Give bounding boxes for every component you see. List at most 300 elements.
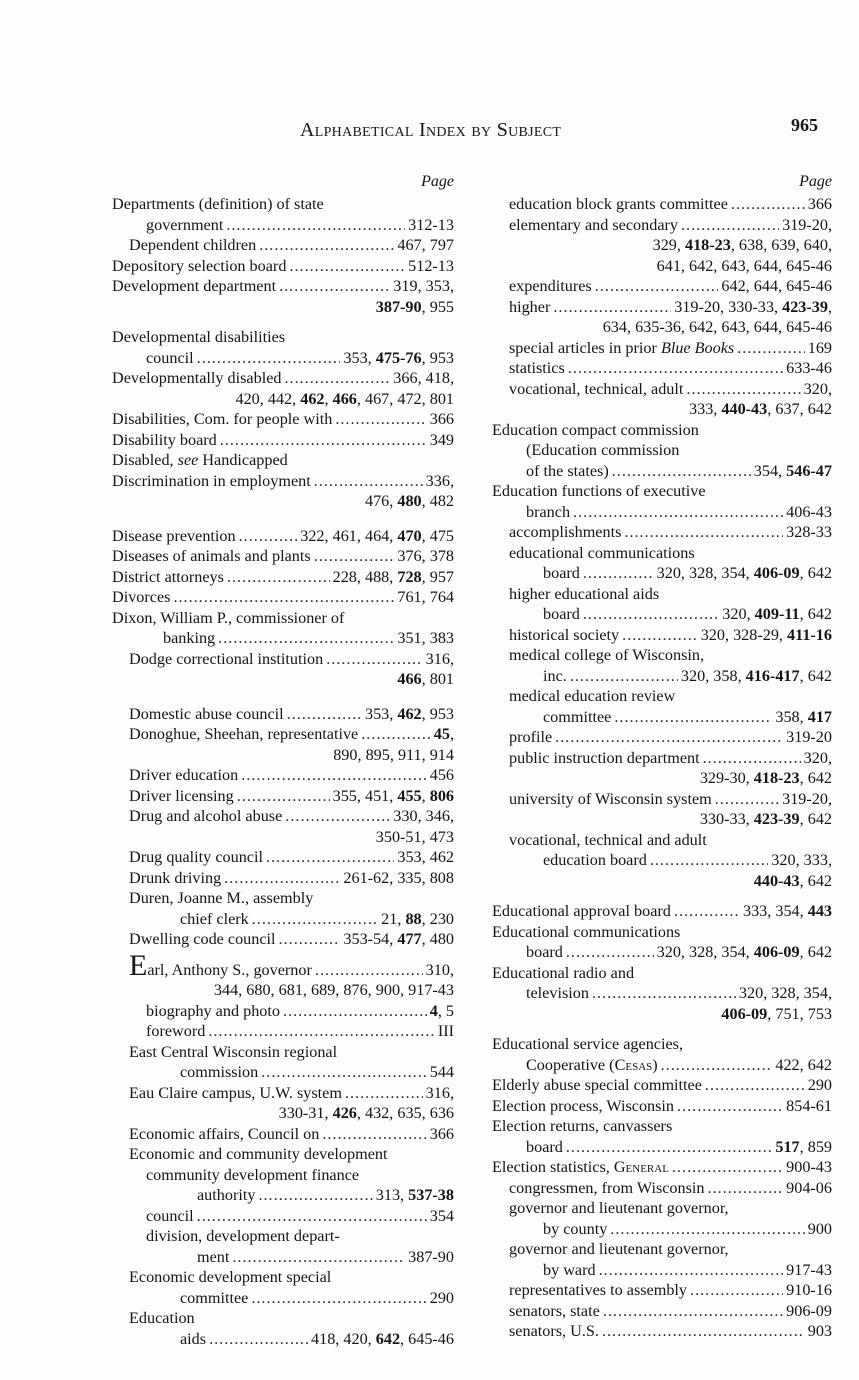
entry-term: Educational approval board — [492, 902, 671, 920]
leader-dots — [314, 546, 395, 567]
entry-term: Economic affairs, Council on — [129, 1124, 320, 1143]
index-entry — [492, 1157, 832, 1178]
entry-line — [112, 567, 454, 588]
entry-line — [492, 1075, 832, 1096]
index-entry — [492, 543, 832, 584]
entry-pages: 512-13 — [408, 256, 454, 275]
entry-text: (Education commission — [526, 441, 680, 459]
entry-pages: 456 — [429, 766, 454, 784]
entry-term: Cooperative (Cesas) — [526, 1055, 658, 1074]
entry-text: medical education review — [509, 687, 676, 705]
index-entry — [112, 450, 454, 471]
entry-term: Driver education — [129, 766, 239, 784]
entry-pages: 355, 451, 455, 806 — [332, 786, 454, 805]
entry-text: Education — [129, 1309, 195, 1327]
entry-line — [492, 276, 832, 297]
entry-pages: 903 — [807, 1322, 832, 1340]
entry-term: aids — [180, 1329, 207, 1348]
index-entry — [112, 868, 454, 889]
index-entry — [112, 471, 454, 512]
entry-term: senators, state — [509, 1301, 600, 1320]
entry-pages-continued: 420, 442, 462, 466, 467, 472, 801 — [235, 389, 454, 408]
entry-term: board — [526, 1137, 563, 1156]
entry-pages: 353, 462 — [397, 848, 454, 866]
index-entry — [492, 789, 832, 830]
leader-dots — [284, 368, 390, 389]
entry-pages: 320, 409-11, 642 — [722, 605, 832, 623]
entry-pages: 336, — [425, 471, 454, 490]
entry-pages-continued: 890, 895, 911, 914 — [333, 745, 454, 764]
entry-text: Election returns, canvassers — [492, 1117, 673, 1135]
drop-letter: E — [129, 948, 148, 982]
leader-dots — [266, 847, 394, 868]
leader-dots — [610, 1219, 804, 1240]
entry-line — [112, 948, 454, 982]
entry-pages: 261-62, 335, 808 — [343, 868, 454, 887]
leader-dots — [622, 625, 698, 646]
entry-term: Disability board — [112, 430, 217, 449]
entry-term: foreword — [146, 1022, 206, 1040]
entry-line — [112, 1083, 454, 1104]
entry-line — [492, 379, 832, 400]
entry-text: Economic development special — [129, 1268, 332, 1286]
entry-term: of the states) — [526, 461, 609, 480]
entry-line — [492, 502, 832, 523]
entry-line — [112, 1329, 454, 1350]
entry-line — [112, 215, 454, 236]
entry-line — [112, 704, 454, 725]
entry-term: expenditures — [509, 277, 592, 295]
entry-pages: 320, 328-29, 411-16 — [700, 625, 832, 644]
entry-pages-continued: 641, 642, 643, 644, 645-46 — [656, 256, 832, 275]
entry-pages: 904-06 — [786, 1178, 832, 1197]
index-entry — [112, 1083, 454, 1124]
index-entry — [112, 786, 454, 807]
entry-text: Departments (definition) of state — [112, 195, 324, 213]
index-entry — [492, 830, 832, 892]
entry-term: Dependent children — [129, 236, 257, 254]
entry-pages: 544 — [429, 1063, 454, 1081]
entry-line — [112, 724, 454, 745]
index-entry — [492, 297, 832, 338]
entry-line — [492, 563, 832, 584]
index-entry — [112, 1021, 454, 1042]
leader-dots — [731, 194, 805, 215]
entry-pages: 4, 5 — [429, 1001, 454, 1020]
entry-term: university of Wisconsin system — [509, 789, 712, 808]
entry-line — [492, 748, 832, 769]
entry-line — [112, 929, 454, 950]
leader-dots — [715, 789, 779, 810]
index-entry — [492, 1075, 832, 1096]
entry-term: public instruction department — [509, 748, 700, 767]
leader-dots — [592, 983, 736, 1004]
entry-line — [492, 215, 832, 236]
page-title: Alphabetical Index by Subject — [300, 119, 562, 141]
leader-dots — [209, 1329, 308, 1350]
leader-dots — [583, 604, 719, 625]
entry-line — [112, 786, 454, 807]
index-entry — [112, 1165, 454, 1206]
entry-line — [112, 1206, 454, 1227]
entry-line — [492, 604, 832, 625]
entry-term: Development department — [112, 277, 277, 295]
entry-pages: 422, 642 — [775, 1055, 832, 1074]
entry-line — [112, 256, 454, 277]
leader-dots — [614, 707, 772, 728]
index-entry — [112, 1226, 454, 1267]
entry-pages: 333, 354, 443 — [742, 902, 832, 920]
page-column-label: Page — [421, 173, 454, 190]
leader-dots — [197, 1206, 427, 1227]
index-entry — [492, 1301, 832, 1322]
entry-line — [492, 358, 832, 379]
entry-line — [492, 727, 832, 748]
leader-dots — [686, 379, 800, 400]
leader-dots — [566, 942, 654, 963]
entry-pages: 319-20, — [782, 789, 832, 808]
leader-dots — [237, 786, 330, 807]
entry-pages: 761, 764 — [397, 588, 454, 606]
entry-line — [492, 707, 832, 728]
leader-dots — [345, 1083, 423, 1104]
entry-pages: 312-13 — [408, 215, 454, 234]
entry-line — [492, 522, 832, 543]
entry-line — [112, 1062, 454, 1083]
index-entry — [112, 765, 454, 786]
entry-line — [112, 409, 454, 430]
index-entry — [112, 806, 454, 847]
entry-pages: 353-54, 477, 480 — [343, 930, 454, 948]
entry-term: Disease prevention — [112, 526, 236, 545]
entry-line — [492, 1137, 832, 1158]
entry-term: Donoghue, Sheehan, representative — [129, 725, 359, 743]
entry-pages: 854-61 — [786, 1096, 832, 1115]
entry-line — [492, 1055, 832, 1076]
index-entry — [112, 430, 454, 451]
entry-term: Dwelling code council — [129, 930, 276, 948]
index-entry — [492, 727, 832, 748]
index-entry — [112, 929, 454, 950]
leader-dots — [279, 929, 341, 950]
index-column-left — [112, 170, 454, 1349]
entry-line — [492, 666, 832, 687]
index-entry — [112, 235, 454, 256]
index-entry — [112, 888, 454, 929]
index-entry — [492, 379, 832, 420]
index-entry — [492, 1239, 832, 1280]
leader-dots — [568, 358, 783, 379]
entry-pages: 418, 420, 642, 645-46 — [311, 1329, 454, 1348]
entry-line — [112, 806, 454, 827]
entry-term: historical society — [509, 625, 620, 644]
leader-dots — [708, 1178, 784, 1199]
entry-line — [112, 847, 454, 868]
entry-term: Drug and alcohol abuse — [129, 807, 283, 825]
entry-pages-continued: 344, 680, 681, 689, 876, 900, 917-43 — [213, 981, 454, 999]
entry-line — [112, 276, 454, 297]
entry-pages: 320, 358, 416-417, 642 — [680, 666, 832, 685]
entry-pages: 330, 346, — [393, 807, 454, 825]
leader-dots — [232, 1247, 405, 1268]
entry-term: Discrimination in employment — [112, 471, 311, 490]
leader-dots — [677, 1096, 783, 1117]
leader-dots — [573, 502, 783, 523]
index-entry — [112, 327, 454, 368]
entry-term: board — [543, 605, 580, 623]
entry-term: statistics — [509, 359, 565, 377]
entry-pages: 320, — [803, 379, 832, 398]
entry-term: vocational, technical, adult — [509, 379, 684, 398]
entry-line — [112, 546, 454, 567]
entry-pages: 910-16 — [786, 1281, 832, 1299]
leader-dots — [737, 338, 805, 359]
index-entry — [112, 567, 454, 588]
index-entry — [112, 1267, 454, 1308]
entry-term: committee — [180, 1288, 249, 1307]
entry-term: television — [526, 984, 589, 1002]
entry-term: Election statistics, General — [492, 1158, 669, 1176]
index-entry — [492, 1280, 832, 1301]
entry-text: Educational service agencies, — [492, 1035, 684, 1053]
index-entry — [112, 704, 454, 725]
entry-line — [112, 765, 454, 786]
leader-dots — [570, 666, 678, 687]
entry-line — [492, 1219, 832, 1240]
index-entry — [492, 1321, 832, 1342]
index-entry — [492, 194, 832, 215]
index-entry — [492, 481, 832, 522]
index-entry — [112, 1042, 454, 1083]
leader-dots — [173, 587, 394, 608]
entry-line — [112, 1001, 454, 1022]
leader-dots — [283, 1001, 427, 1022]
entry-line — [492, 983, 832, 1004]
entry-pages: III — [437, 1022, 454, 1040]
entry-line — [112, 348, 454, 369]
entry-pages: 376, 378 — [397, 547, 454, 565]
entry-term: branch — [526, 502, 571, 521]
index-entry — [112, 1144, 454, 1165]
entry-line — [112, 587, 454, 608]
entry-term: accomplishments — [509, 523, 622, 541]
entry-term: elementary and secondary — [509, 215, 678, 234]
entry-pages-continued: 330-31, 426, 432, 635, 636 — [278, 1104, 454, 1122]
index-entry — [112, 1308, 454, 1349]
entry-pages: 320, 328, 354, 406-09, 642 — [656, 943, 832, 961]
entry-pages: 290 — [807, 1076, 832, 1094]
leader-dots — [603, 1301, 783, 1322]
leader-dots — [252, 909, 378, 930]
index-entry — [112, 608, 454, 649]
index-entry — [112, 649, 454, 690]
entry-line — [112, 235, 454, 256]
leader-dots — [326, 649, 422, 670]
entry-text: educational communications — [509, 543, 695, 562]
entry-pages: 316, — [425, 649, 454, 668]
leader-dots — [258, 1185, 372, 1206]
entry-text: medical college of Wisconsin, — [509, 646, 705, 664]
entry-text: division, development depart- — [146, 1227, 340, 1245]
leader-dots — [672, 1157, 783, 1178]
entry-line — [112, 868, 454, 889]
entry-text: Education functions of executive — [492, 482, 706, 500]
entry-term: Domestic abuse council — [129, 704, 284, 723]
index-entry — [492, 276, 832, 297]
entry-term: Eau Claire campus, U.W. system — [129, 1083, 342, 1102]
entry-pages: 517, 859 — [775, 1137, 832, 1156]
entry-pages: 169 — [807, 338, 832, 357]
entry-pages: 319-20, 330-33, 423-39, — [674, 297, 832, 316]
entry-pages: 316, — [425, 1083, 454, 1102]
entry-term: higher — [509, 297, 551, 316]
entry-pages: 366 — [429, 1124, 454, 1143]
leader-dots — [279, 276, 390, 297]
entry-term: commission — [180, 1063, 259, 1081]
entry-line — [492, 297, 832, 318]
entry-line — [492, 1157, 832, 1178]
entry-line — [492, 1301, 832, 1322]
entry-text: higher educational aids — [509, 584, 660, 603]
entry-line — [492, 194, 832, 215]
entry-text: Education compact commission — [492, 420, 699, 439]
entry-pages: 353, 475-76, 953 — [343, 348, 454, 367]
leader-dots — [261, 1062, 426, 1083]
index-entry — [492, 358, 832, 379]
index-entry — [492, 963, 832, 1025]
entry-line — [112, 1288, 454, 1309]
entry-pages: 366, 418, — [393, 369, 454, 387]
entry-text: Disabled, see Handicapped — [112, 451, 288, 469]
entry-pages: 366 — [429, 410, 454, 428]
entry-pages: 633-46 — [786, 359, 832, 377]
leader-dots — [335, 409, 426, 430]
entry-pages: 21, 88, 230 — [381, 909, 454, 928]
entry-line — [492, 461, 832, 482]
entry-text: governor and lieutenant governor, — [509, 1199, 729, 1217]
entry-line — [492, 1280, 832, 1301]
leader-dots — [602, 1321, 805, 1342]
entry-pages-continued: 329-30, 418-23, 642 — [699, 769, 832, 787]
entry-pages-continued: 387-90, 955 — [375, 297, 454, 316]
index-entry — [492, 625, 832, 646]
index-entry — [112, 1206, 454, 1227]
entry-pages: 366 — [807, 195, 832, 213]
entry-line — [492, 1321, 832, 1342]
leader-dots — [612, 461, 751, 482]
leader-dots — [661, 1055, 773, 1076]
entry-pages-continued: 329, 418-23, 638, 639, 640, — [652, 236, 832, 254]
index-entry — [492, 645, 832, 686]
entry-pages: 358, 417 — [775, 707, 832, 726]
entry-term: congressmen, from Wisconsin — [509, 1178, 705, 1197]
index-entry — [112, 368, 454, 409]
leader-dots — [259, 235, 394, 256]
entry-line — [112, 1021, 454, 1042]
entry-term: council — [146, 1206, 194, 1225]
entry-pages-continued: 330-33, 423-39, 642 — [699, 810, 832, 828]
leader-dots — [227, 567, 330, 588]
index-entry — [492, 748, 832, 789]
entry-term: special articles in prior Blue Books — [509, 338, 735, 357]
entry-pages: 406-43 — [786, 502, 832, 521]
entry-text: Dixon, William P., commissioner of — [112, 608, 345, 627]
entry-term: education board — [543, 851, 647, 869]
entry-term: board — [543, 564, 580, 582]
index-entry — [112, 256, 454, 277]
leader-dots — [208, 1021, 435, 1042]
entry-term: Disabilities, Com. for people with — [112, 410, 333, 428]
entry-text: Duren, Joanne M., assembly — [129, 889, 314, 907]
leader-dots — [650, 850, 768, 871]
entry-term: profile — [509, 728, 553, 746]
entry-term: Drunk driving — [129, 868, 222, 887]
leader-dots — [239, 526, 298, 547]
index-entry — [492, 1096, 832, 1117]
entry-pages: 353, 462, 953 — [364, 704, 454, 723]
entry-line — [492, 1178, 832, 1199]
leader-dots — [285, 806, 390, 827]
entry-term: Elderly abuse special committee — [492, 1076, 702, 1094]
index-entry — [112, 724, 454, 765]
entry-pages-continued: 476, 480, 482 — [364, 492, 454, 510]
leader-dots — [287, 704, 362, 725]
leader-dots — [251, 1288, 426, 1309]
leader-dots — [681, 215, 779, 236]
index-entry — [492, 215, 832, 277]
index-entry — [492, 922, 832, 963]
entry-pages-continued: 333, 440-43, 637, 642 — [689, 400, 832, 418]
entry-line — [112, 1185, 454, 1206]
entry-pages: 320, 328, 354, 406-09, 642 — [656, 564, 832, 582]
leader-dots — [703, 748, 801, 769]
leader-dots — [595, 276, 719, 297]
leader-dots — [705, 1075, 805, 1096]
entry-term: government — [146, 215, 224, 234]
entry-term: council — [146, 348, 194, 367]
entry-pages: 351, 383 — [397, 629, 454, 647]
entry-term: board — [526, 943, 563, 961]
entry-term: by county — [543, 1219, 608, 1238]
entry-line — [112, 909, 454, 930]
index-entry — [112, 546, 454, 567]
entry-pages: 642, 644, 645-46 — [721, 277, 832, 295]
leader-dots — [315, 960, 423, 981]
entry-term: biography and photo — [146, 1001, 280, 1020]
entry-text: community development finance — [146, 1165, 360, 1184]
entry-pages-continued: 440-43, 642 — [753, 871, 832, 890]
entry-pages: 290 — [429, 1288, 454, 1307]
entry-pages: 354 — [429, 1206, 454, 1225]
entry-text: East Central Wisconsin regional — [129, 1042, 338, 1061]
entry-pages: 45, — [433, 725, 454, 743]
entry-pages-continued: 466, 801 — [397, 670, 454, 688]
entry-term: banking — [163, 629, 216, 647]
entry-line — [492, 942, 832, 963]
entry-line — [492, 625, 832, 646]
index-entry — [492, 686, 832, 727]
entry-term: Depository selection board — [112, 256, 287, 275]
entry-term: Dodge correctional institution — [129, 649, 324, 668]
entry-pages: 900-43 — [786, 1158, 832, 1176]
index-entry — [492, 584, 832, 625]
leader-dots — [361, 724, 431, 745]
index-entry — [112, 948, 454, 1001]
entry-term: authority — [197, 1186, 256, 1204]
index-entry — [492, 1034, 832, 1075]
leader-dots — [224, 868, 340, 889]
entry-text: Educational communications — [492, 922, 681, 941]
